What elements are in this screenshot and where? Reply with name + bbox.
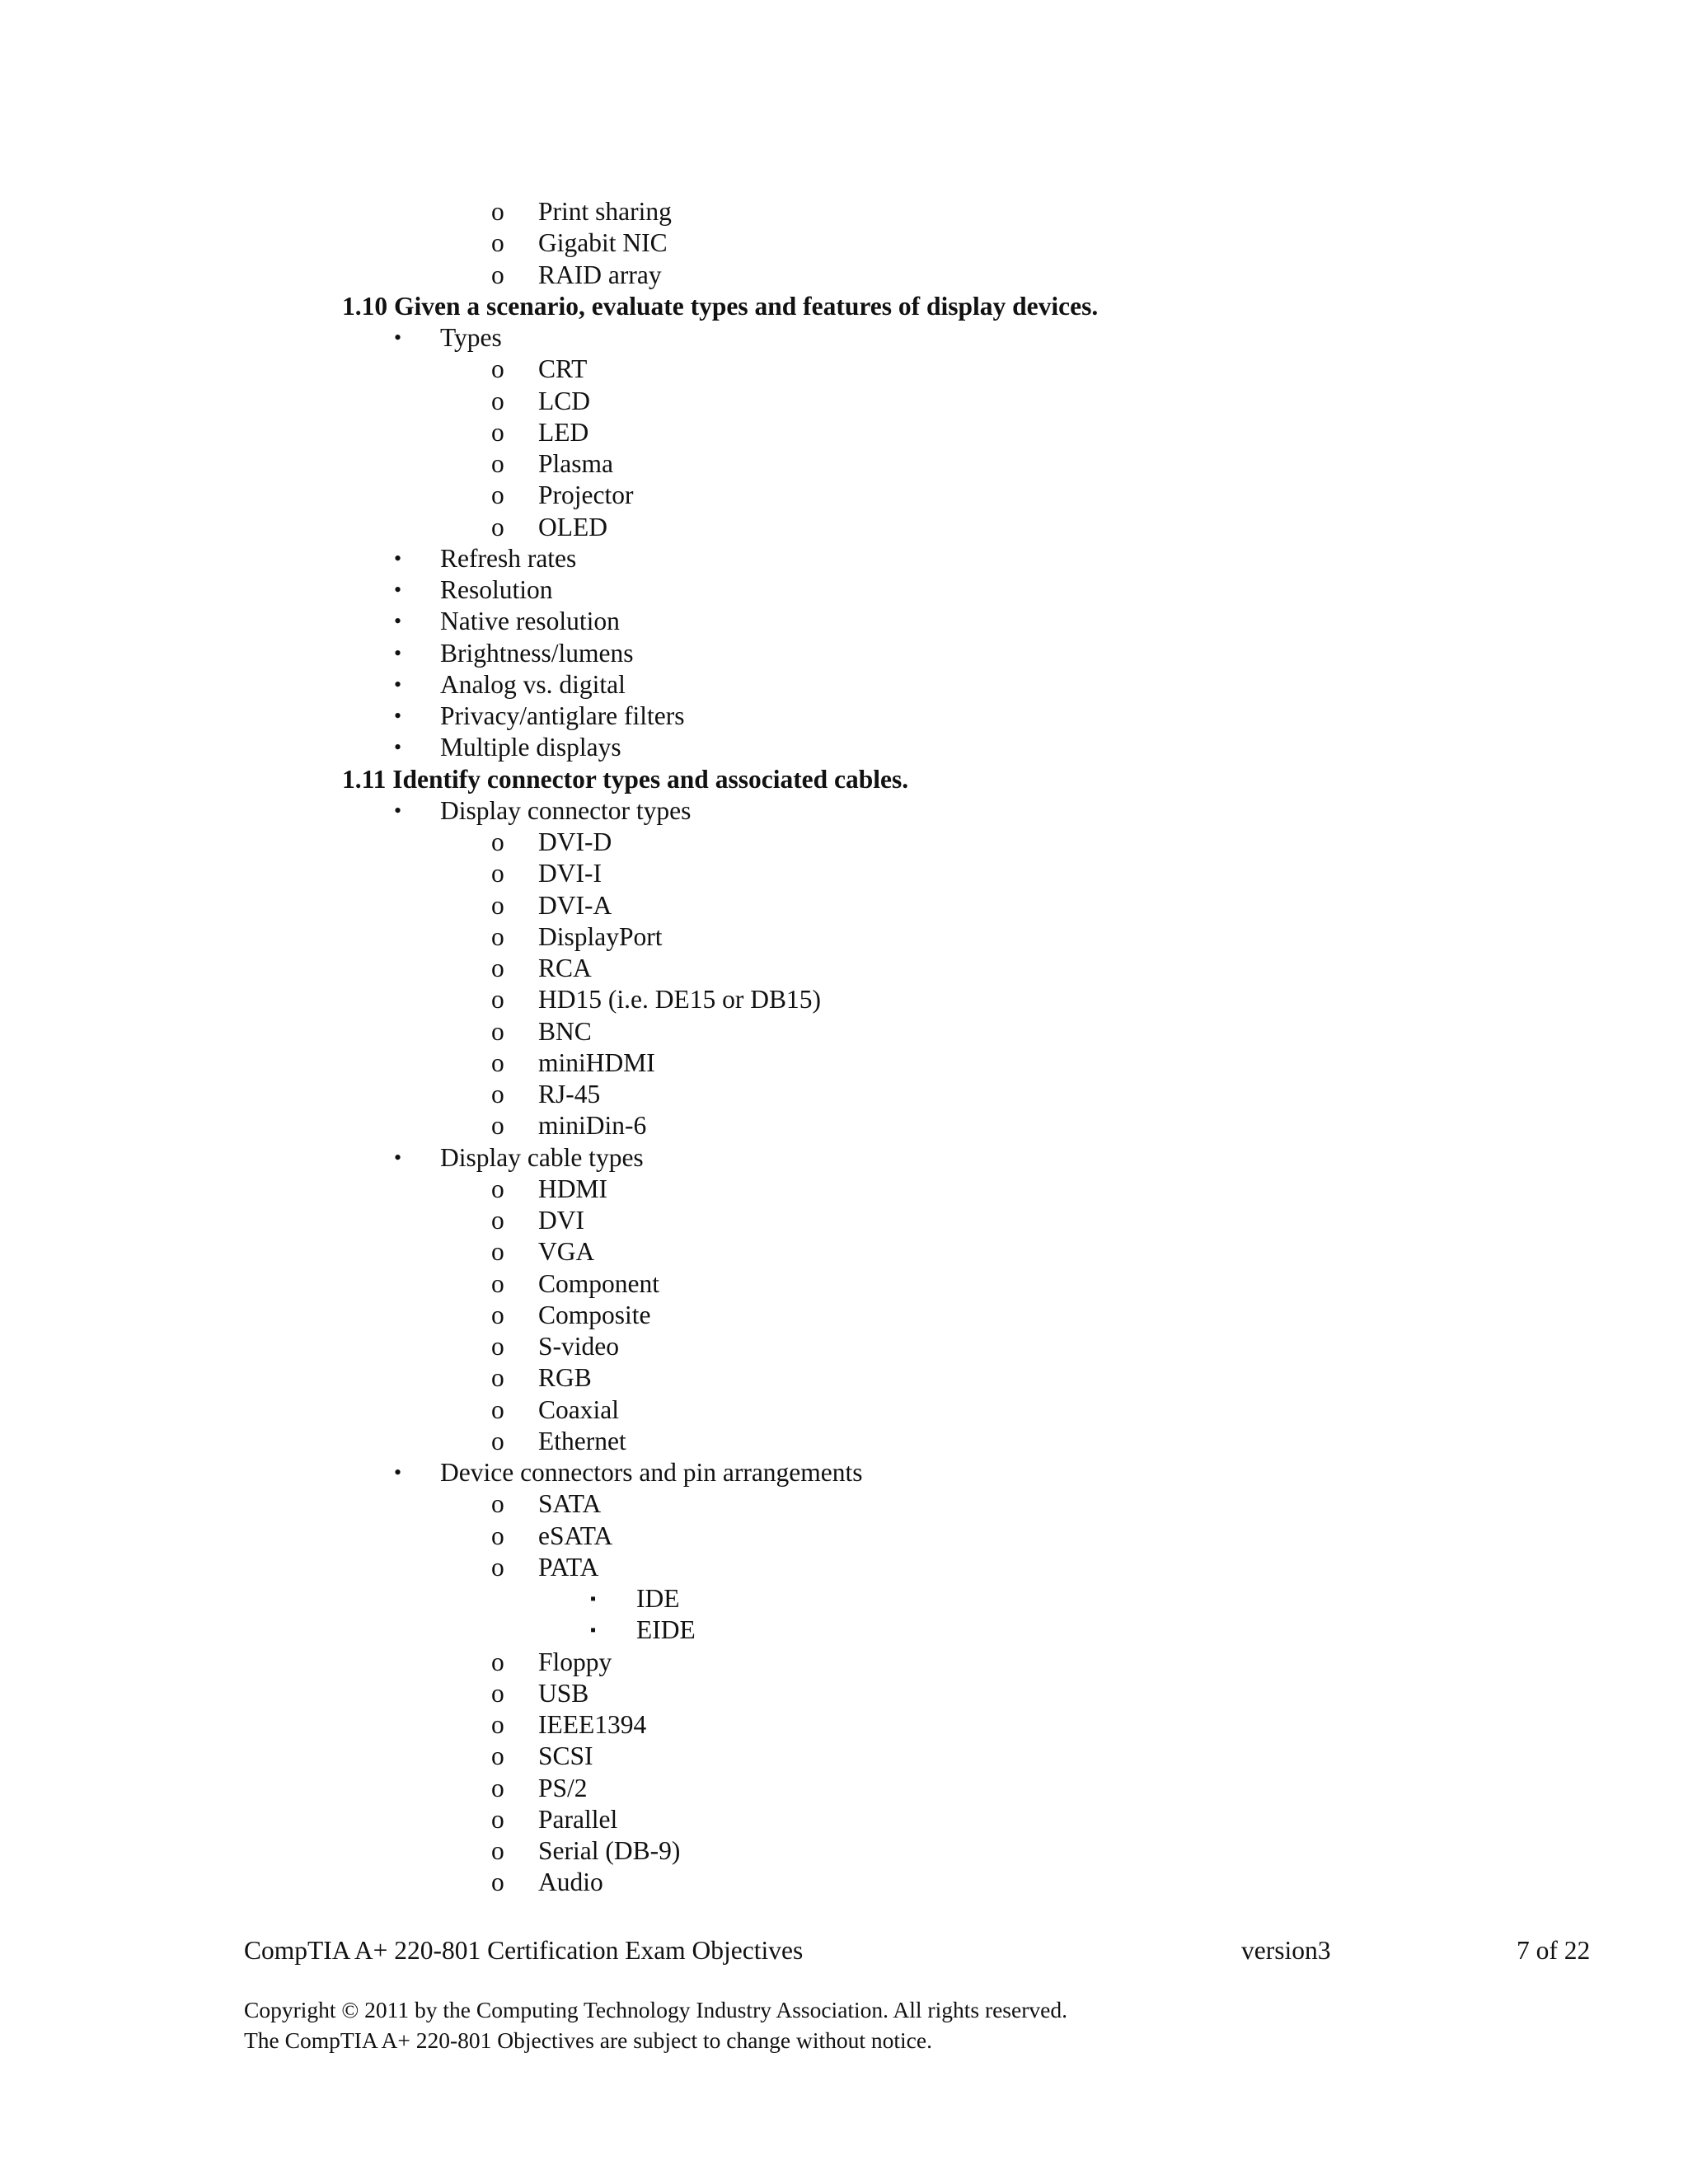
item-text: RJ-45 bbox=[538, 1080, 601, 1108]
item-text: S-video bbox=[538, 1332, 619, 1361]
item-text: Serial (DB-9) bbox=[538, 1836, 681, 1865]
item-text: RGB bbox=[538, 1363, 592, 1393]
circle-bullet-icon: o bbox=[491, 1174, 504, 1203]
circle-bullet-icon: o bbox=[491, 1332, 504, 1361]
circle-bullet-icon: o bbox=[491, 1426, 504, 1455]
item-text: OLED bbox=[538, 512, 607, 541]
item-text: Parallel bbox=[538, 1804, 618, 1834]
item-text: Ethernet bbox=[538, 1426, 626, 1455]
item-text: Component bbox=[538, 1268, 659, 1298]
circle-bullet-icon: o bbox=[491, 1647, 504, 1676]
item-text: Brightness/lumens bbox=[440, 638, 634, 668]
item-text: Floppy bbox=[538, 1647, 612, 1676]
circle-bullet-icon: o bbox=[491, 1394, 504, 1424]
item-text: VGA bbox=[538, 1237, 595, 1267]
circle-bullet-icon: o bbox=[491, 827, 504, 856]
item-text: DVI bbox=[538, 1206, 584, 1235]
circle-bullet-icon: o bbox=[491, 480, 504, 510]
circle-bullet-icon: o bbox=[491, 1836, 504, 1865]
item-text: Display cable types bbox=[440, 1142, 644, 1172]
circle-bullet-icon: o bbox=[491, 228, 504, 258]
item-text: Print sharing bbox=[538, 197, 672, 226]
item-text: Types bbox=[440, 323, 502, 352]
item-text: Audio bbox=[538, 1868, 603, 1897]
item-text: Device connectors and pin arrangements bbox=[440, 1458, 863, 1487]
circle-bullet-icon: o bbox=[491, 1552, 504, 1582]
circle-bullet-icon: o bbox=[491, 1268, 504, 1298]
item-text: Projector bbox=[538, 480, 634, 510]
circle-bullet-icon: o bbox=[491, 1804, 504, 1834]
bullet-icon: • bbox=[394, 1145, 402, 1169]
bullet-icon: • bbox=[394, 672, 402, 696]
item-text: DVI-D bbox=[538, 827, 612, 856]
item-text: EIDE bbox=[636, 1615, 696, 1645]
section-heading: 1.11 Identify connector types and associated cables. bbox=[342, 764, 909, 794]
item-text: Plasma bbox=[538, 449, 613, 478]
item-text: CRT bbox=[538, 354, 588, 384]
circle-bullet-icon: o bbox=[491, 260, 504, 289]
circle-bullet-icon: o bbox=[491, 954, 504, 982]
circle-bullet-icon: o bbox=[491, 1868, 504, 1897]
item-text: Gigabit NIC bbox=[538, 228, 668, 258]
item-text: miniHDMI bbox=[538, 1047, 655, 1077]
circle-bullet-icon: o bbox=[491, 449, 504, 478]
item-text: miniDin-6 bbox=[538, 1111, 647, 1141]
item-text: eSATA bbox=[538, 1521, 613, 1550]
circle-bullet-icon: o bbox=[491, 1111, 504, 1141]
item-text: DVI-A bbox=[538, 890, 612, 920]
item-text: LED bbox=[538, 417, 589, 447]
item-text: DVI-I bbox=[538, 859, 602, 888]
circle-bullet-icon: o bbox=[491, 386, 504, 415]
circle-bullet-icon: o bbox=[491, 1521, 504, 1550]
item-text: PS/2 bbox=[538, 1773, 588, 1802]
circle-bullet-icon: o bbox=[491, 1016, 504, 1046]
circle-bullet-icon: o bbox=[491, 1489, 504, 1519]
bullet-icon: • bbox=[394, 640, 402, 665]
item-text: DisplayPort bbox=[538, 921, 663, 951]
item-text: HD15 (i.e. DE15 or DB15) bbox=[538, 985, 821, 1015]
circle-bullet-icon: o bbox=[491, 1300, 504, 1329]
circle-bullet-icon: o bbox=[491, 354, 504, 384]
item-text: PATA bbox=[538, 1552, 599, 1582]
item-text: Privacy/antiglare filters bbox=[440, 701, 685, 730]
circle-bullet-icon: o bbox=[491, 1080, 504, 1108]
circle-bullet-icon: o bbox=[491, 1047, 504, 1077]
bullet-icon: • bbox=[394, 326, 402, 349]
circle-bullet-icon: o bbox=[491, 1773, 504, 1802]
item-text: Coaxial bbox=[538, 1394, 619, 1424]
item-text: USB bbox=[538, 1678, 589, 1708]
item-text: Composite bbox=[538, 1300, 651, 1329]
circle-bullet-icon: o bbox=[491, 1678, 504, 1708]
bullet-icon: • bbox=[394, 578, 402, 602]
item-text: Native resolution bbox=[440, 607, 620, 636]
square-bullet-icon: ▪ bbox=[590, 1621, 597, 1640]
circle-bullet-icon: o bbox=[491, 1363, 504, 1393]
item-text: Analog vs. digital bbox=[440, 669, 626, 699]
bullet-icon: • bbox=[394, 546, 402, 570]
circle-bullet-icon: o bbox=[491, 417, 504, 447]
item-text: IEEE1394 bbox=[538, 1710, 647, 1739]
circle-bullet-icon: o bbox=[491, 512, 504, 541]
circle-bullet-icon: o bbox=[491, 197, 504, 226]
circle-bullet-icon: o bbox=[491, 1206, 504, 1235]
section-heading: 1.10 Given a scenario, evaluate types and features of display devices. bbox=[342, 291, 1099, 321]
bullet-icon: • bbox=[394, 798, 402, 823]
item-text: RAID array bbox=[538, 260, 662, 289]
item-text: BNC bbox=[538, 1016, 592, 1046]
item-text: SATA bbox=[538, 1489, 602, 1519]
bullet-icon: • bbox=[394, 735, 402, 760]
item-text: RCA bbox=[538, 954, 592, 982]
circle-bullet-icon: o bbox=[491, 1741, 504, 1771]
footer-page-number: 7 of 22 bbox=[1517, 1936, 1591, 1965]
circle-bullet-icon: o bbox=[491, 1237, 504, 1267]
item-text: LCD bbox=[538, 386, 590, 415]
footer-notice: The CompTIA A+ 220-801 Objectives are subject to change without notice. bbox=[244, 2027, 932, 2053]
circle-bullet-icon: o bbox=[491, 921, 504, 951]
circle-bullet-icon: o bbox=[491, 890, 504, 920]
item-text: Display connector types bbox=[440, 795, 692, 825]
item-text: Multiple displays bbox=[440, 733, 621, 762]
circle-bullet-icon: o bbox=[491, 1710, 504, 1739]
circle-bullet-icon: o bbox=[491, 859, 504, 888]
bullet-icon: • bbox=[394, 609, 402, 634]
footer-copyright: Copyright © 2011 by the Computing Technology Industry Association. All rights reserved. bbox=[244, 1997, 1067, 2022]
square-bullet-icon: ▪ bbox=[590, 1590, 597, 1608]
footer-version: version3 bbox=[1241, 1936, 1331, 1965]
item-text: SCSI bbox=[538, 1741, 593, 1771]
footer-title: CompTIA A+ 220-801 Certification Exam Objectives bbox=[244, 1936, 804, 1965]
bullet-icon: • bbox=[394, 704, 402, 728]
circle-bullet-icon: o bbox=[491, 985, 504, 1015]
item-text: Refresh rates bbox=[440, 543, 577, 573]
bullet-icon: • bbox=[394, 1460, 402, 1484]
item-text: HDMI bbox=[538, 1174, 607, 1203]
item-text: Resolution bbox=[440, 575, 553, 604]
item-text: IDE bbox=[636, 1584, 680, 1613]
